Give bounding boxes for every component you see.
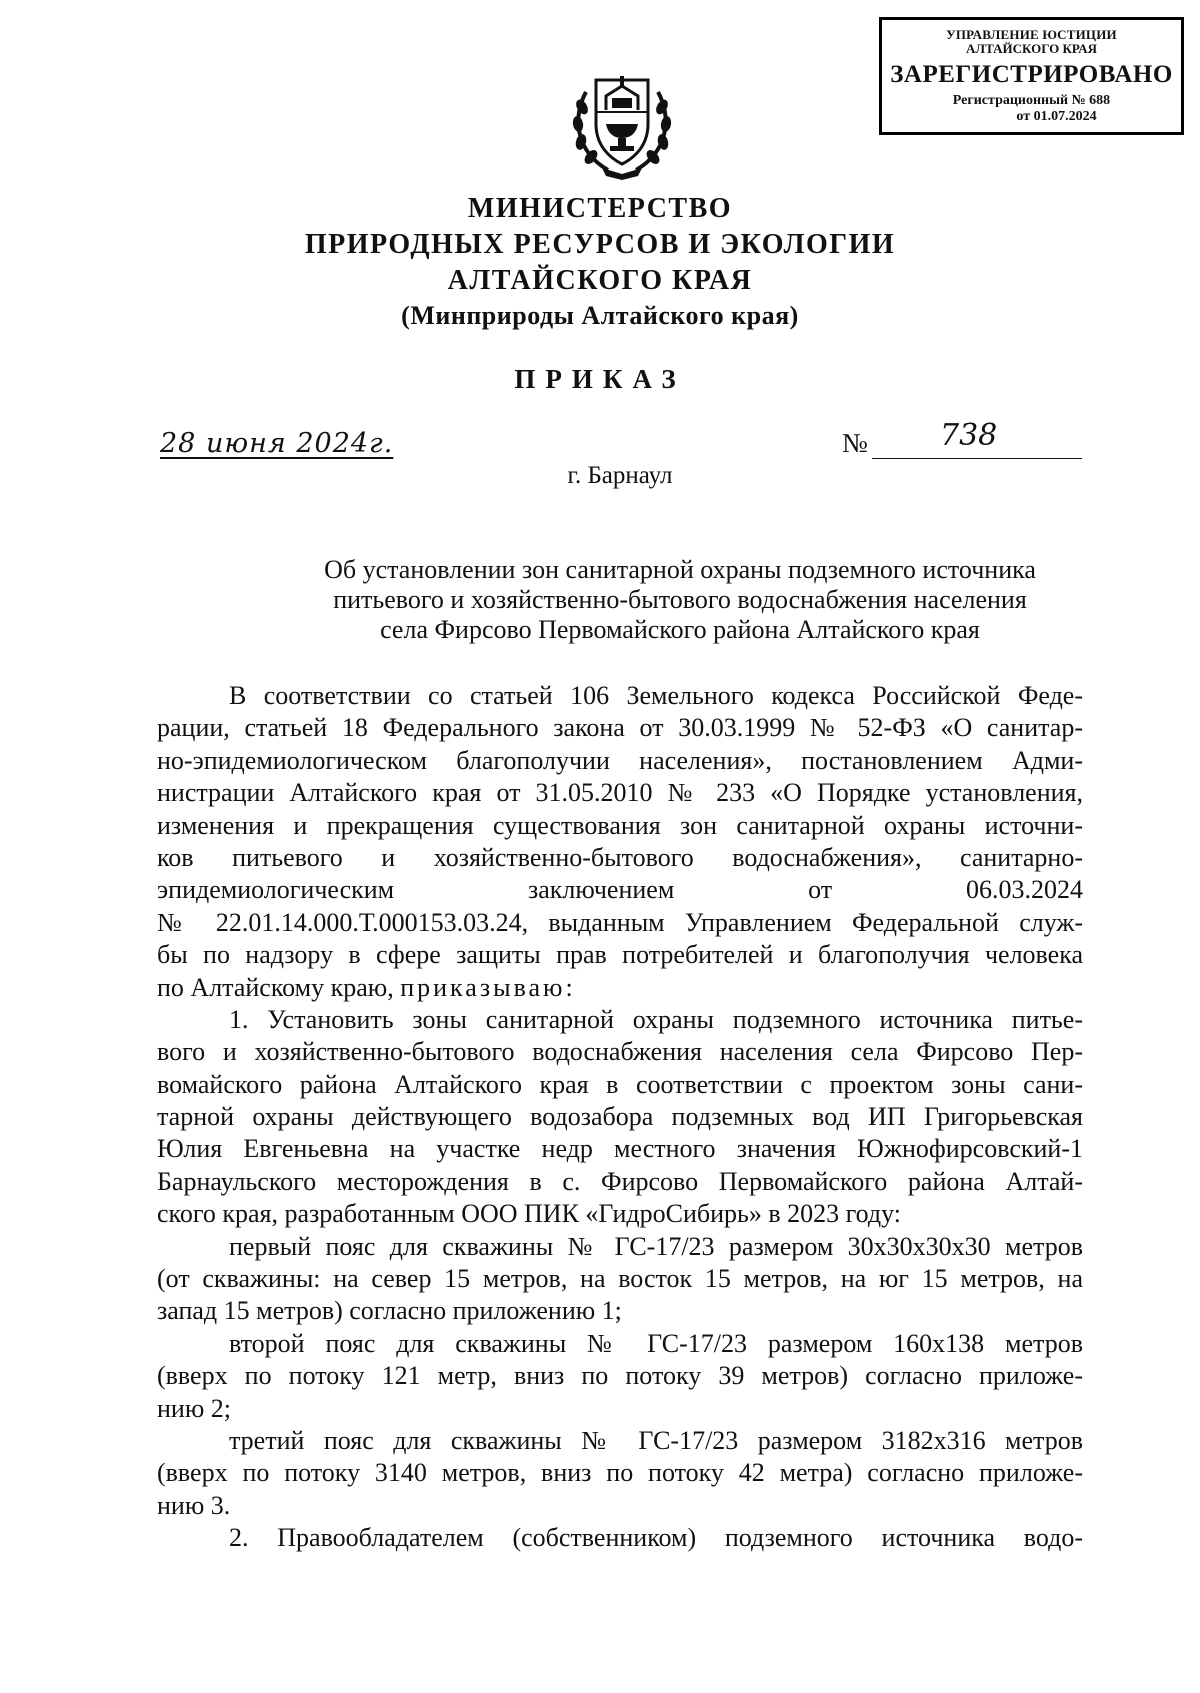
body-line: 2. Правообладателем (собственником) подземного источника водо- [229,1523,1083,1553]
body-line: ков питьевого и хозяйственно-бытового водоснабжения», санитарно- [157,842,1083,872]
order-word: приказываю: [400,972,576,1002]
body-line: нию 2; [157,1393,231,1423]
ministry-short-name: (Минприроды Алтайского края) [401,301,799,330]
body-line: 1. Установить зоны санитарной охраны подземного источника питье- [229,1004,1083,1034]
body-line: В соответствии со статьей 106 Земельного кодекса Российской Феде- [229,681,1083,710]
title-line: питьевого и хозяйственно-бытового водоснабжения населения [333,585,1027,614]
body-line: рации, статьей 18 Федерального закона от 30.03.1999 № 52-ФЗ «О санитар- [157,713,1083,743]
body-line: второй пояс для скважины № ГС-17/23 размером 160х138 метров [229,1328,1083,1358]
stamp-reg-number: Регистрационный № 688 [952,93,1111,108]
body-line: Барнаульского месторождения в с. Фирсово Первомайского района Алтай- [157,1166,1083,1196]
body-line: но-эпидемиологическом благополучии населения», постановлением Адми- [157,745,1083,775]
city: г. Барнаул [567,462,673,489]
stamp-reg-date: от 01.07.2024 [1016,109,1097,124]
number-underline [872,458,1082,459]
body-line: запад 15 метров) согласно приложению 1; [157,1296,622,1326]
body-line [157,972,1083,1004]
title-line: Об установлении зон санитарной охраны подземного источника [324,555,1036,584]
stamp-line1: УПРАВЛЕНИЕ ЮСТИЦИИ [946,27,1117,42]
body-line: эпидемиологическим заключением от 06.03.2024 [157,875,1083,905]
handwritten-date: 28 июня 2024г. [160,428,394,459]
body-line: тарной охраны действующего водозабора подземных вод ИП Григорьевская [157,1102,1083,1132]
body-line: вомайского района Алтайского края в соответствии с проектом зоны сани- [157,1069,1083,1099]
body-line: ского края, разработанным ООО ПИК «ГидроСибирь» в 2023 году: [157,1199,902,1229]
body-line: № 22.01.14.000.Т.000153.03.24, выданным Управлением Федеральной служ- [157,907,1083,937]
document-body [157,680,1083,1555]
body-line: Юлия Евгеньевна на участке недр местного значения Южнофирсовский-1 [157,1134,1083,1164]
body-line: (вверх по потоку 121 метр, вниз по потоку 39 метров) согласно приложе- [157,1361,1083,1391]
body-line: первый пояс для скважины № ГС-17/23 размером 30х30х30х30 метров [229,1231,1083,1261]
title-line: села Фирсово Первомайского района Алтайского края [380,615,980,644]
body-text: по Алтайскому краю, [157,972,394,1002]
body-line: (вверх по потоку 3140 метров, вниз по потоку 42 метра) согласно приложе- [157,1458,1083,1488]
number-label: № [842,428,868,458]
body-line: бы по надзору в сфере защиты прав потребителей и благополучия человека [157,940,1083,970]
ministry-title-line2: ПРИРОДНЫХ РЕСУРСОВ И ЭКОЛОГИИ [304,229,896,260]
body-line: (от скважины: на север 15 метров, на восток 15 метров, на юг 15 метров, на [157,1264,1083,1294]
altai-krai-coat-of-arms-icon [568,62,676,180]
body-line: вого и хозяйственно-бытового водоснабжения населения села Фирсово Пер- [157,1037,1083,1067]
body-line: нистрации Алтайского края от 31.05.2010 № 233 «О Порядке установления, [157,778,1083,808]
handwritten-number: 738 [940,418,998,453]
body-line: нию 3. [157,1490,231,1520]
body-line: третий пояс для скважины № ГС-17/23 размером 3182х316 метров [229,1425,1083,1455]
document-title [250,555,1110,645]
document-type: ПРИКАЗ [514,364,686,394]
stamp-status: ЗАРЕГИСТРИРОВАНО [890,61,1173,88]
stamp-line2: АЛТАЙСКОГО КРАЯ [966,41,1097,56]
registration-stamp [879,17,1184,135]
body-line: изменения и прекращения существования зон санитарной охраны источни- [157,810,1083,840]
ministry-title-line1: МИНИСТЕРСТВО [467,193,733,224]
ministry-title-line3: АЛТАЙСКОГО КРАЯ [447,265,753,296]
